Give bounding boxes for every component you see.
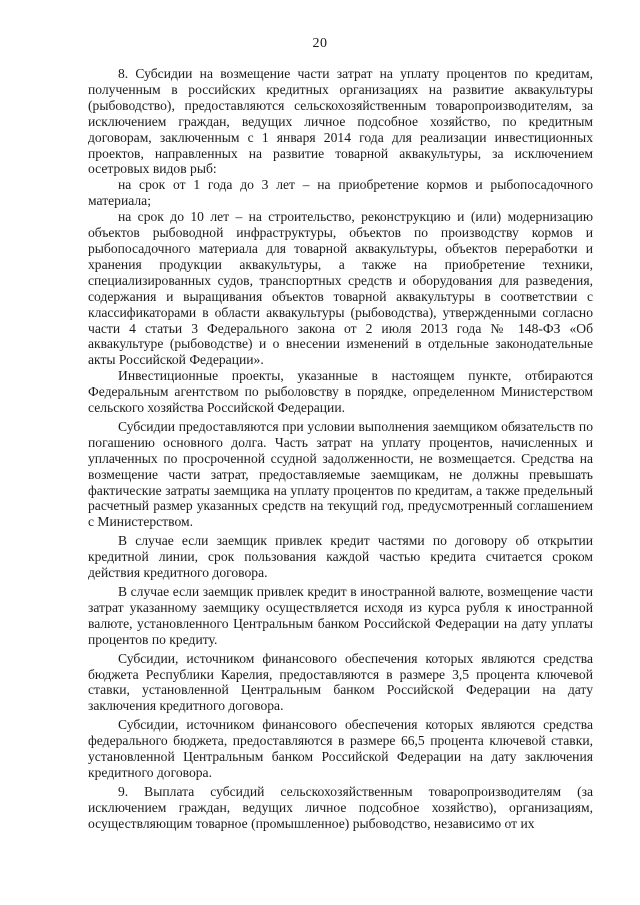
- paragraph-subsidy-conditions: Субсидии предоставляются при условии выполнения заемщиком обязательств по погашению основного долга. Часть затрат на уплату процентов, начисленных и уплаченных по просроченной ссудной задолженности, не возмещается. Средства на возмещение части затрат, предоставляемые заемщикам, не должны превышать фактические затраты заемщика на уплату процентов по кредитам, а также предельный расчетный размер указанных средств на текущий год, предусмотренный соглашением с Министерством.: [88, 418, 593, 530]
- paragraph-term-10-years: на срок до 10 лет – на строительство, реконструкцию и (или) модернизацию объектов рыбоводной инфраструктуры, объектов по производству кормов и рыбопосадочного материала для товарной аквакультуры, объектов переработки и хранения продукции аквакультуры, а также на приобретение техники, специализированных судов, транспортных средств и оборудования для разведения, содержания и выращивания объектов товарной аквакультуры в соответствии с классификаторами в области аквакультуры (рыбоводства), утвержденными согласно части 4 статьи 3 Федерального закона от 2 июля 2013 года № 148-ФЗ «Об аквакультуре (рыбоводстве) и о внесении изменений в отдельные законодательные акты Российской Федерации».: [88, 209, 593, 368]
- paragraph-federal-budget: Субсидии, источником финансового обеспечения которых являются средства федерального бюджета, предоставляются в размере 66,5 процента ключевой ставки, установленной Центральным банком Российской Федерации на дату заключения кредитного договора.: [88, 717, 593, 780]
- document-body: [88, 66, 593, 832]
- page-number: 20: [312, 36, 328, 51]
- paragraph-foreign-currency: В случае если заемщик привлек кредит в иностранной валюте, возмещение части затрат указанному заемщику осуществляется исходя из курса рубля к иностранной валюте, установленного Центральным банком Российской Федерации на дату уплаты процентов по кредиту.: [88, 584, 593, 647]
- paragraph-item-8: 8. Субсидии на возмещение части затрат на уплату процентов по кредитам, полученным в российских кредитных организациях на развитие аквакультуры (рыбоводство), предоставляются сельскохозяйственным товаропроизводителям, за исключением граждан, ведущих личное подсобное хозяйство, по кредитным договорам, заключенным с 1 января 2014 года для реализации инвестиционных проектов, направленных на развитие товарной аквакультуры, за исключением осетровых видов рыб:: [88, 66, 593, 177]
- paragraph-credit-line: В случае если заемщик привлек кредит частями по договору об открытии кредитной линии, срок пользования каждой частью кредита считается сроком действия кредитного договора.: [88, 533, 593, 581]
- paragraph-term-1-3-years: на срок от 1 года до 3 лет – на приобретение кормов и рыбопосадочного материала;: [88, 177, 593, 209]
- paragraph-regional-budget: Субсидии, источником финансового обеспечения которых являются средства бюджета Республики Карелия, предоставляются в размере 3,5 процента ключевой ставки, установленной Центральным банком Российской Федерации на дату заключения кредитного договора.: [88, 650, 593, 714]
- paragraph-investment-projects: Инвестиционные проекты, указанные в настоящем пункте, отбираются Федеральным агентством по рыболовству в порядке, определенном Министерством сельского хозяйства Российской Федерации.: [88, 368, 593, 416]
- paragraph-item-9: 9. Выплата субсидий сельскохозяйственным товаропроизводителям (за исключением граждан, ведущих личное подсобное хозяйство), организациям, осуществляющим товарное (промышленное) рыбоводство, независимо от их: [88, 783, 593, 831]
